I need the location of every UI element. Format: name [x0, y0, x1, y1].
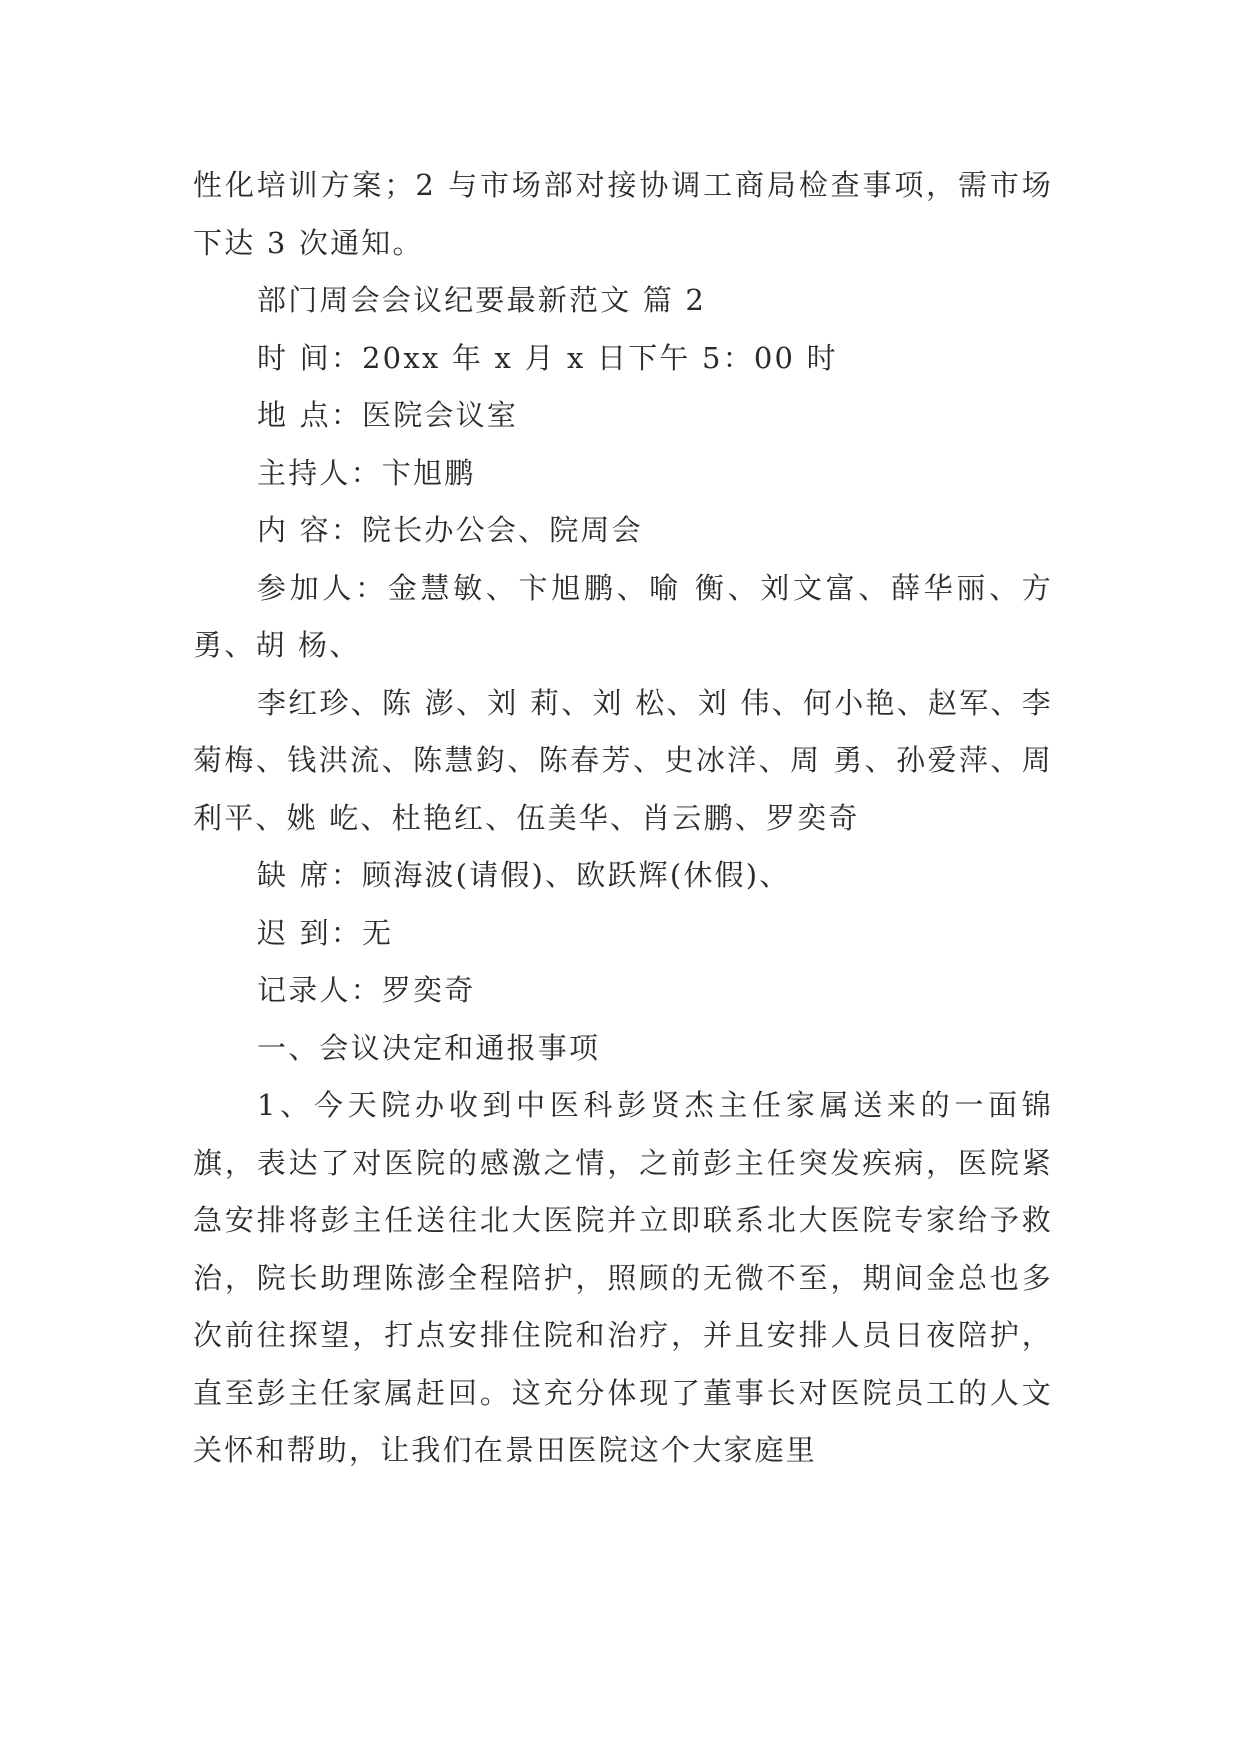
decision-item-1: 1、今天院办收到中医科彭贤杰主任家属送来的一面锦旗，表达了对医院的感激之情，之前彭主任突发疾病，医院紧急安排将彭主任送往北大医院并立即联系北大医院专家给予救治，院长助理陈澎全程陪护，照顾的无微不至，期间金总也多次前往探望，打点安排住院和治疗，并且安排人员日夜陪护，直至彭主任家属赶回。这充分体现了董事长对医院员工的人文关怀和帮助，让我们在景田医院这个大家庭里	[193, 1088, 1053, 1467]
section-title: 部门周会会议纪要最新范文 篇 2	[257, 283, 707, 317]
meeting-place: 地 点：医院会议室	[257, 398, 519, 432]
meeting-content: 内 容：院长办公会、院周会	[257, 513, 643, 547]
document-body	[193, 157, 1053, 1480]
absent-list: 缺 席：顾海波(请假)、欧跃辉(休假)、	[257, 858, 791, 892]
meeting-host: 主持人：卞旭鹏	[257, 455, 476, 490]
meeting-time: 时 间：20xx 年 x 月 x 日下午 5：00 时	[257, 340, 838, 375]
continuation-paragraph: 性化培训方案；2 与市场部对接协调工商局检查事项，需市场下达 3 次通知。	[193, 168, 1053, 260]
participants-paragraph-2: 李红珍、陈 澎、刘 莉、刘 松、刘 伟、何小艳、赵军、李菊梅、钱洪流、陈慧鈞、陈春芳、史冰洋、周 勇、孙爱萍、周利平、姚 屹、杜艳红、伍美华、肖云鹏、罗奕奇	[193, 685, 1053, 835]
late-list: 迟 到：无	[257, 915, 394, 950]
section-heading-decisions: 一、会议决定和通报事项	[257, 1030, 601, 1065]
participants-paragraph-1: 参加人：金慧敏、卞旭鹏、喻 衡、刘文富、薛华丽、方 勇、胡 杨、	[193, 570, 1053, 662]
recorder: 记录人：罗奕奇	[257, 973, 476, 1007]
